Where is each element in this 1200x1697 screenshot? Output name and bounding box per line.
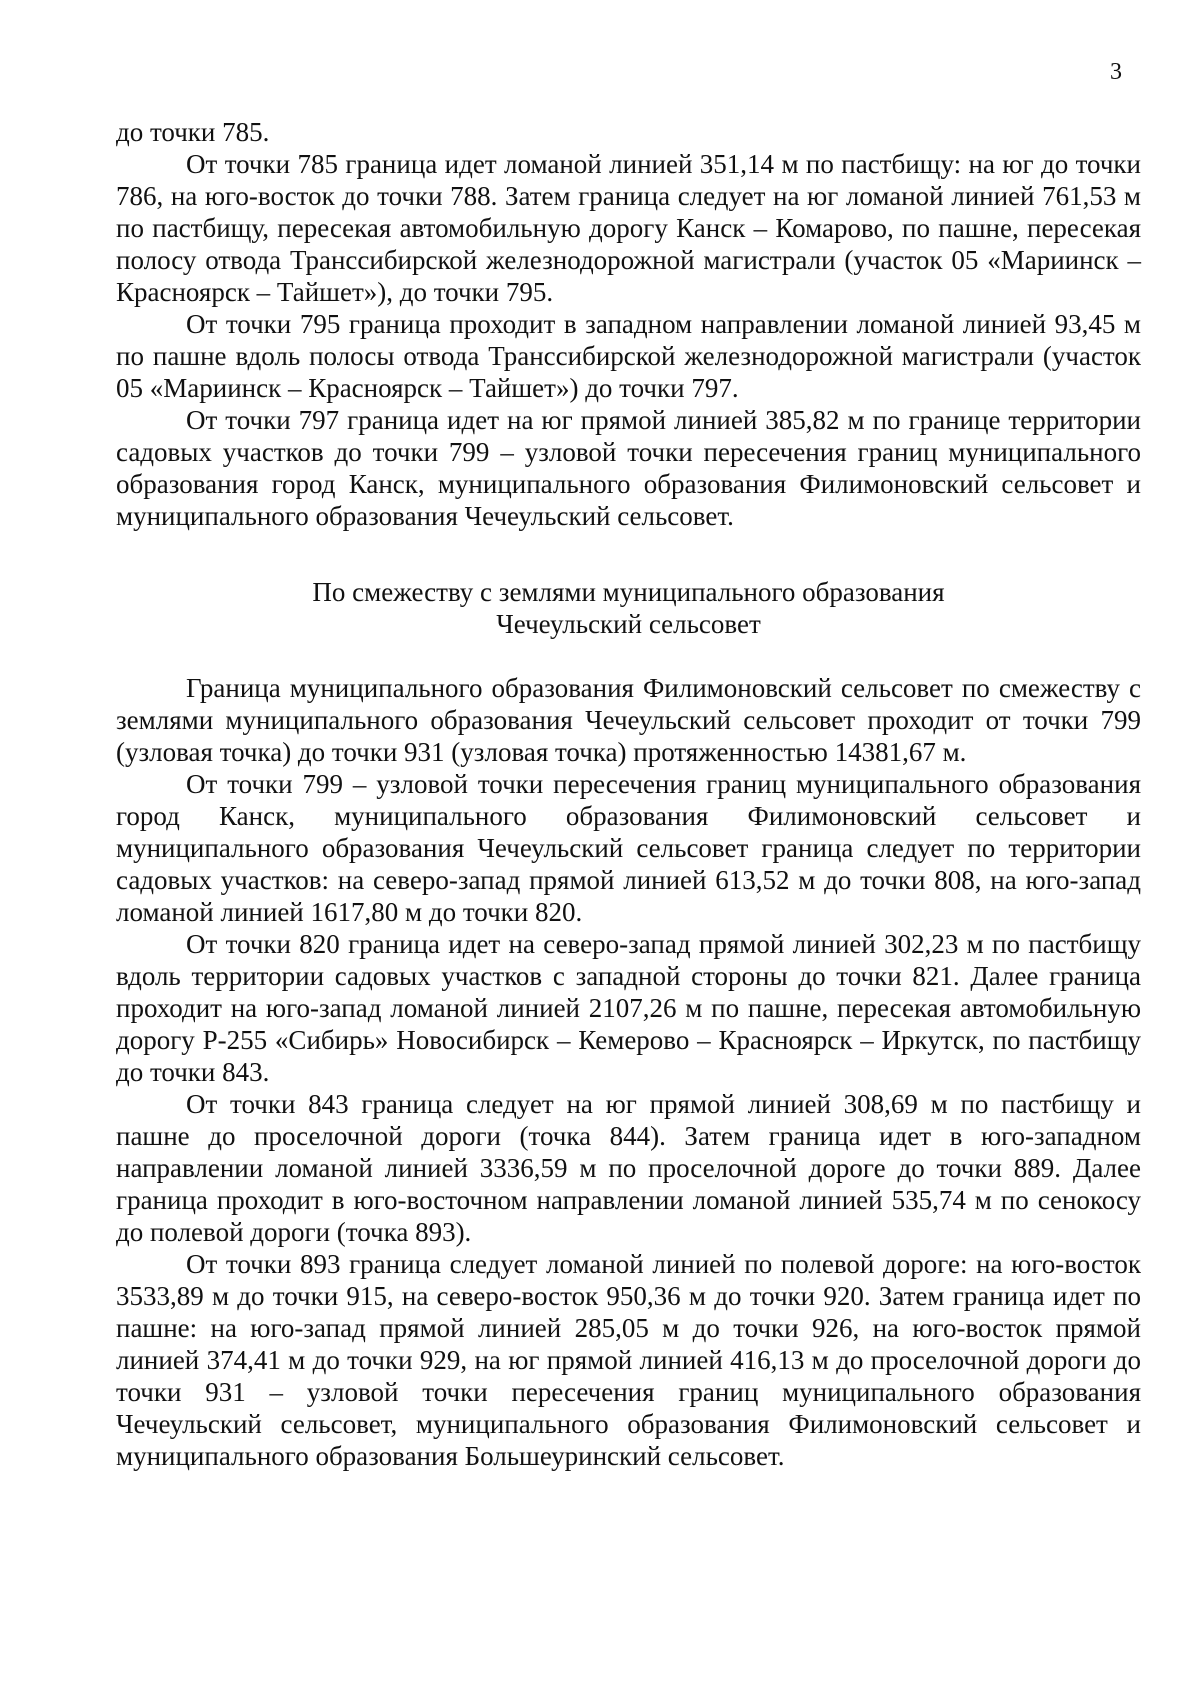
paragraph-point-820: От точки 820 граница идет на северо-запад прямой линией 302,23 м по пастбищу вдоль территории садовых участков с западной стороны до точки 821. Далее граница проходит на юго-запад ломаной линией 2107,26 м по пашне, пересекая автомобильную дорогу Р-255 «Сибирь» Новосибирск – Кемерово – Красноярск – Иркутск, по пастбищу до точки 843. [116, 929, 1141, 1087]
top-text-section [116, 116, 1141, 532]
paragraph-point-797: От точки 797 граница идет на юг прямой линией 385,82 м по границе территории садовых участков до точки 799 – узловой точки пересечения границ муниципального образования город Канск, муниципального образования Филимоновский сельсовет и муниципального образования Чечеульский сельсовет. [116, 405, 1141, 531]
paragraph-point-799: От точки 799 – узловой точки пересечения границ муниципального образования город Канск, муниципального образования Филимоновский сельсовет и муниципального образования Чечеульский сельсовет граница следует по территории садовых участков: на северо-запад прямой линией 613,52 м до точки 808, на юго-запад ломаной линией 1617,80 м до точки 820. [116, 769, 1141, 927]
section-heading-line-2: Чечеульский сельсовет [496, 609, 761, 639]
page-number: 3 [1110, 59, 1122, 85]
paragraph-point-893: От точки 893 граница следует ломаной линией по полевой дороге: на юго-восток 3533,89 м до точки 915, на северо-восток 950,36 м до точки 920. Затем граница идет по пашне: на юго-запад прямой линией 285,05 м до точки 926, на юго-восток прямой линией 374,41 м до точки 929, на юг прямой линией 416,13 м до проселочной дороги до точки 931 – узловой точки пересечения границ муниципального образования Чечеульский сельсовет, муниципального образования Филимоновский сельсовет и муниципального образования Большеуринский сельсовет. [116, 1249, 1141, 1471]
paragraph-continuation: до точки 785. [116, 117, 270, 147]
paragraph-point-785: От точки 785 граница идет ломаной линией 351,14 м по пастбищу: на юг до точки 786, на юго-восток до точки 788. Затем граница следует на юг ломаной линией 761,53 м по пастбищу, пересекая автомобильную дорогу Канск – Комарово, по пашне, пересекая полосу отвода Транссибирской железнодорожной магистрали (участок 05 «Мариинск – Красноярск – Тайшет»), до точки 795. [116, 149, 1141, 307]
bottom-text-section [116, 672, 1141, 1472]
section-heading-line-1: По смежеству с землями муниципального образования [312, 577, 945, 607]
section-heading [116, 576, 1141, 640]
paragraph-point-795: От точки 795 граница проходит в западном направлении ломаной линией 93,45 м по пашне вдоль полосы отвода Транссибирской железнодорожной магистрали (участок 05 «Мариинск – Красноярск – Тайшет») до точки 797. [116, 309, 1141, 403]
paragraph-point-843: От точки 843 граница следует на юг прямой линией 308,69 м по пастбищу и пашне до проселочной дороги (точка 844). Затем граница идет в юго-западном направлении ломаной линией 3336,59 м по проселочной дороге до точки 889. Далее граница проходит в юго-восточном направлении ломаной линией 535,74 м по сенокосу до полевой дороги (точка 893). [116, 1089, 1141, 1247]
paragraph-boundary-intro: Граница муниципального образования Филимоновский сельсовет по смежеству с землями муниципального образования Чечеульский сельсовет проходит от точки 799 (узловая точка) до точки 931 (узловая точка) протяженностью 14381,67 м. [116, 673, 1141, 767]
